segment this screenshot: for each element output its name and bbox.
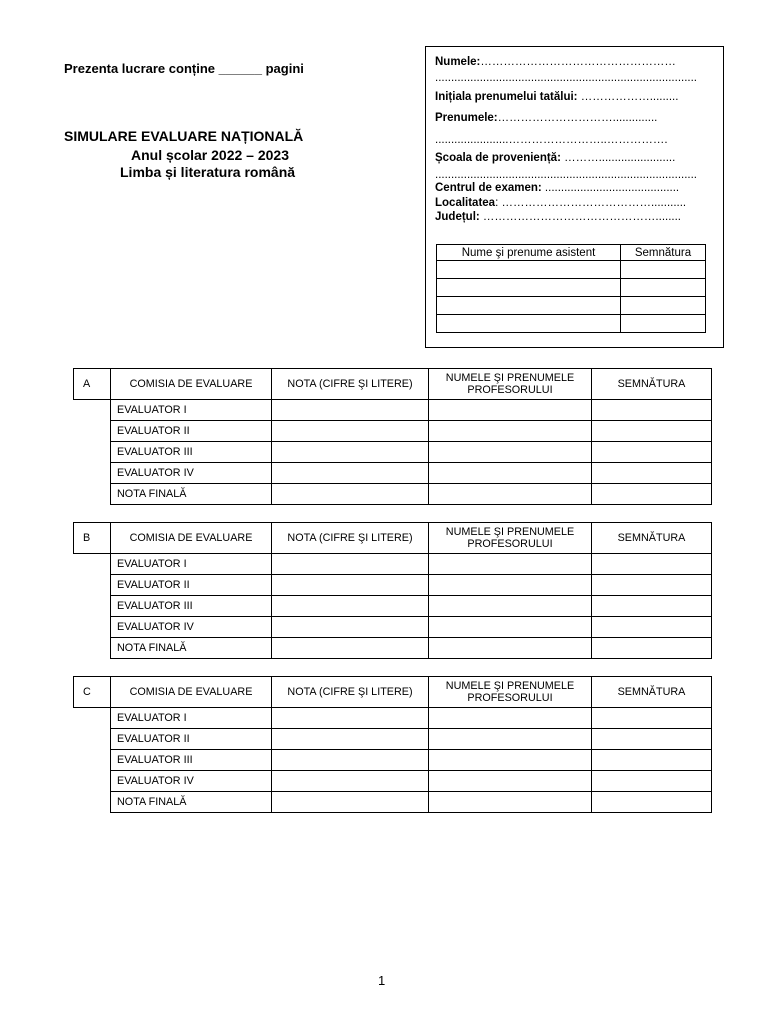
localitatea-line[interactable] xyxy=(435,197,717,209)
grade-cell[interactable] xyxy=(272,484,429,505)
assistant-table xyxy=(436,244,706,333)
commission-header: COMISIA DE EVALUARE xyxy=(111,369,272,400)
evaluator-label: EVALUATOR II xyxy=(111,575,272,596)
evaluator-label: EVALUATOR I xyxy=(111,400,272,421)
table-letter: A xyxy=(74,369,111,400)
signature-cell[interactable] xyxy=(592,708,712,729)
signature-cell[interactable] xyxy=(592,484,712,505)
judetul-label: Județul: xyxy=(435,211,480,223)
evaluator-label: EVALUATOR III xyxy=(111,750,272,771)
signature-cell[interactable] xyxy=(592,575,712,596)
prenumele-line[interactable] xyxy=(435,112,717,124)
grade-cell[interactable] xyxy=(272,421,429,442)
teacher-name-cell[interactable] xyxy=(429,463,592,484)
table-row xyxy=(74,638,712,659)
table-row xyxy=(74,463,712,484)
table-row xyxy=(74,729,712,750)
grade-cell[interactable] xyxy=(272,575,429,596)
evaluator-label: EVALUATOR II xyxy=(111,421,272,442)
assistant-signature-header: Semnătura xyxy=(621,245,706,261)
evaluation-table-a xyxy=(73,368,712,505)
localitatea-dots: : …………………………………........... xyxy=(495,197,687,209)
exam-title: SIMULARE EVALUARE NAȚIONALĂ xyxy=(64,128,304,144)
grade-header: NOTA (CIFRE ŞI LITERE) xyxy=(272,677,429,708)
grade-cell[interactable] xyxy=(272,729,429,750)
grade-cell[interactable] xyxy=(272,442,429,463)
evaluator-label: EVALUATOR III xyxy=(111,442,272,463)
grade-cell[interactable] xyxy=(272,400,429,421)
centrul-line[interactable] xyxy=(435,182,717,194)
teacher-name-header: NUMELE ŞI PRENUMELE PROFESORULUI xyxy=(429,677,592,708)
assistant-name-cell[interactable] xyxy=(437,279,621,297)
signature-cell[interactable] xyxy=(592,421,712,442)
table-row xyxy=(74,484,712,505)
teacher-name-cell[interactable] xyxy=(429,792,592,813)
teacher-name-header: NUMELE ŞI PRENUMELE PROFESORULUI xyxy=(429,523,592,554)
signature-cell[interactable] xyxy=(592,400,712,421)
evaluator-label: EVALUATOR IV xyxy=(111,771,272,792)
table-row xyxy=(74,792,712,813)
teacher-name-cell[interactable] xyxy=(429,729,592,750)
teacher-name-cell[interactable] xyxy=(429,554,592,575)
teacher-name-cell[interactable] xyxy=(429,708,592,729)
table-row xyxy=(74,442,712,463)
table-row xyxy=(74,421,712,442)
signature-cell[interactable] xyxy=(592,617,712,638)
assistant-signature-cell[interactable] xyxy=(621,261,706,279)
teacher-name-cell[interactable] xyxy=(429,596,592,617)
evaluator-label: EVALUATOR I xyxy=(111,554,272,575)
evaluator-label: EVALUATOR IV xyxy=(111,617,272,638)
scoala-label: Școala de proveniență: xyxy=(435,152,561,164)
grade-cell[interactable] xyxy=(272,617,429,638)
localitatea-label: Localitatea xyxy=(435,197,496,209)
assistant-signature-cell[interactable] xyxy=(621,279,706,297)
initiala-label: Inițiala prenumelui tatălui: xyxy=(435,91,578,103)
teacher-name-cell[interactable] xyxy=(429,575,592,596)
table-row xyxy=(74,554,712,575)
teacher-name-cell[interactable] xyxy=(429,421,592,442)
table-letter: B xyxy=(74,523,111,554)
judetul-dots: ………………………………………........ xyxy=(479,211,681,223)
teacher-name-cell[interactable] xyxy=(429,638,592,659)
grade-cell[interactable] xyxy=(272,638,429,659)
evaluation-table-c xyxy=(73,676,712,813)
teacher-name-cell[interactable] xyxy=(429,400,592,421)
signature-cell[interactable] xyxy=(592,750,712,771)
numele-label: Numele: xyxy=(435,56,481,68)
initiala-line[interactable] xyxy=(435,91,717,103)
prenumele-continuation-line[interactable]: .......................……………………..……………. xyxy=(435,134,668,146)
table-letter: C xyxy=(74,677,111,708)
commission-header: COMISIA DE EVALUARE xyxy=(111,677,272,708)
signature-cell[interactable] xyxy=(592,792,712,813)
teacher-name-cell[interactable] xyxy=(429,617,592,638)
scoala-continuation-line[interactable]: .................................................................................. xyxy=(435,169,697,181)
evaluator-label: EVALUATOR I xyxy=(111,708,272,729)
grade-cell[interactable] xyxy=(272,708,429,729)
assistant-name-cell[interactable] xyxy=(437,315,621,333)
evaluator-label: EVALUATOR II xyxy=(111,729,272,750)
grade-cell[interactable] xyxy=(272,792,429,813)
school-year: Anul școlar 2022 – 2023 xyxy=(131,147,289,163)
grade-header: NOTA (CIFRE ŞI LITERE) xyxy=(272,369,429,400)
teacher-name-header: NUMELE ŞI PRENUMELE PROFESORULUI xyxy=(429,369,592,400)
page-number: 1 xyxy=(378,973,386,988)
grade-cell[interactable] xyxy=(272,750,429,771)
final-grade-label: NOTA FINALĂ xyxy=(111,792,272,813)
commission-header: COMISIA DE EVALUARE xyxy=(111,523,272,554)
teacher-name-cell[interactable] xyxy=(429,484,592,505)
signature-header: SEMNĂTURA xyxy=(592,523,712,554)
table-row xyxy=(74,750,712,771)
grade-cell[interactable] xyxy=(272,463,429,484)
signature-header: SEMNĂTURA xyxy=(592,369,712,400)
signature-cell[interactable] xyxy=(592,442,712,463)
numele-line[interactable] xyxy=(435,56,717,68)
judetul-line[interactable] xyxy=(435,211,717,223)
evaluator-label: EVALUATOR IV xyxy=(111,463,272,484)
numele-continuation-line[interactable]: .................................................................................. xyxy=(435,72,697,84)
final-grade-label: NOTA FINALĂ xyxy=(111,638,272,659)
candidate-id-box xyxy=(425,46,724,348)
page-count-line: Prezenta lucrare conține ______ pagini xyxy=(64,61,304,76)
evaluation-table-b xyxy=(73,522,712,659)
assistant-signature-cell[interactable] xyxy=(621,315,706,333)
grade-header: NOTA (CIFRE ŞI LITERE) xyxy=(272,523,429,554)
signature-cell[interactable] xyxy=(592,463,712,484)
grade-cell[interactable] xyxy=(272,596,429,617)
table-row xyxy=(74,575,712,596)
teacher-name-cell[interactable] xyxy=(429,771,592,792)
subject-title: Limba și literatura română xyxy=(120,164,296,180)
scoala-line[interactable] xyxy=(435,152,717,164)
grade-cell[interactable] xyxy=(272,554,429,575)
evaluator-label: EVALUATOR III xyxy=(111,596,272,617)
teacher-name-cell[interactable] xyxy=(429,442,592,463)
signature-header: SEMNĂTURA xyxy=(592,677,712,708)
scoala-dots: ………........................ xyxy=(560,152,676,164)
table-row xyxy=(74,771,712,792)
table-row xyxy=(74,708,712,729)
assistant-signature-cell[interactable] xyxy=(621,297,706,315)
signature-cell[interactable] xyxy=(592,729,712,750)
assistant-name-cell[interactable] xyxy=(437,261,621,279)
initiala-dots: ………………......... xyxy=(577,91,679,103)
signature-cell[interactable] xyxy=(592,596,712,617)
assistant-name-header: Nume şi prenume asistent xyxy=(437,245,621,261)
table-row xyxy=(74,400,712,421)
centrul-dots: .......................................... xyxy=(541,182,680,194)
teacher-name-cell[interactable] xyxy=(429,750,592,771)
table-row xyxy=(74,617,712,638)
signature-cell[interactable] xyxy=(592,771,712,792)
centrul-label: Centrul de examen: xyxy=(435,182,542,194)
final-grade-label: NOTA FINALĂ xyxy=(111,484,272,505)
prenumele-dots: ………………………….............. xyxy=(497,112,658,124)
prenumele-label: Prenumele: xyxy=(435,112,498,124)
numele-dots: …………………………………………… xyxy=(480,56,676,68)
table-row xyxy=(74,596,712,617)
signature-cell[interactable] xyxy=(592,638,712,659)
grade-cell[interactable] xyxy=(272,771,429,792)
signature-cell[interactable] xyxy=(592,554,712,575)
assistant-name-cell[interactable] xyxy=(437,297,621,315)
